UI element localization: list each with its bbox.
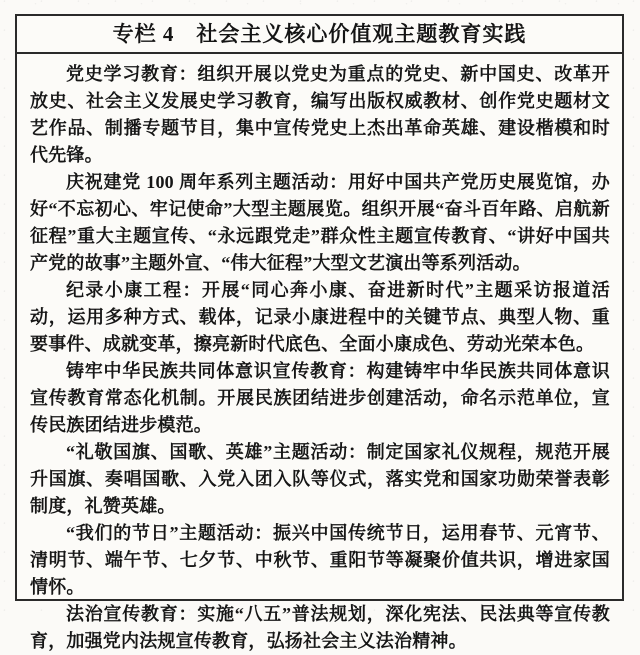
panel-title: 专栏 4 社会主义核心价值观主题教育实践: [17, 16, 622, 54]
paragraph: 庆祝建党 100 周年系列主题活动：用好中国共产党历史展览馆，办好“不忘初心、牢记使命”大型主题展览。组织开展“奋斗百年路、启航新征程”重大主题宣传、“永远跟党走”群众性主题宣传教育、“讲好中国共产党的故事”主题外宣、“伟大征程”大型文艺演出等系列活动。: [30, 172, 610, 273]
paragraph: 党史学习教育：组织开展以党史为重点的党史、新中国史、改革开放史、社会主义发展史学习教育，编写出版权威教材、创作党史题材文艺作品、制播专题节目，集中宣传党史上杰出革命英雄、建设楷模和时代先锋。: [30, 64, 610, 165]
paragraph: “我们的节日”主题活动：振兴中国传统节日，运用春节、元宵节、清明节、端午节、七夕节、中秋节、重阳节等凝聚价值共识，增进家国情怀。: [30, 523, 610, 597]
panel-body: [17, 54, 622, 655]
paragraph: “礼敬国旗、国歌、英雄”主题活动：制定国家礼仪规程，规范开展升国旗、奏唱国歌、入党入团入队等仪式，落实党和国家功勋荣誉表彰制度，礼赞英雄。: [30, 442, 610, 516]
paragraph: 纪录小康工程：开展“同心奔小康、奋进新时代”主题采访报道活动，运用多种方式、载体，记录小康进程中的关键节点、典型人物、重要事件、成就变革，擦亮新时代底色、全面小康成色、劳动光荣本色。: [30, 280, 610, 354]
column-box-panel: [15, 14, 624, 651]
paragraph: 法治宣传教育：实施“八五”普法规划，深化宪法、民法典等宣传教育，加强党内法规宣传教育，弘扬社会主义法治精神。: [30, 604, 610, 651]
paragraph: 铸牢中华民族共同体意识宣传教育：构建铸牢中华民族共同体意识宣传教育常态化机制。开展民族团结进步创建活动，命名示范单位，宣传民族团结进步模范。: [30, 361, 610, 435]
